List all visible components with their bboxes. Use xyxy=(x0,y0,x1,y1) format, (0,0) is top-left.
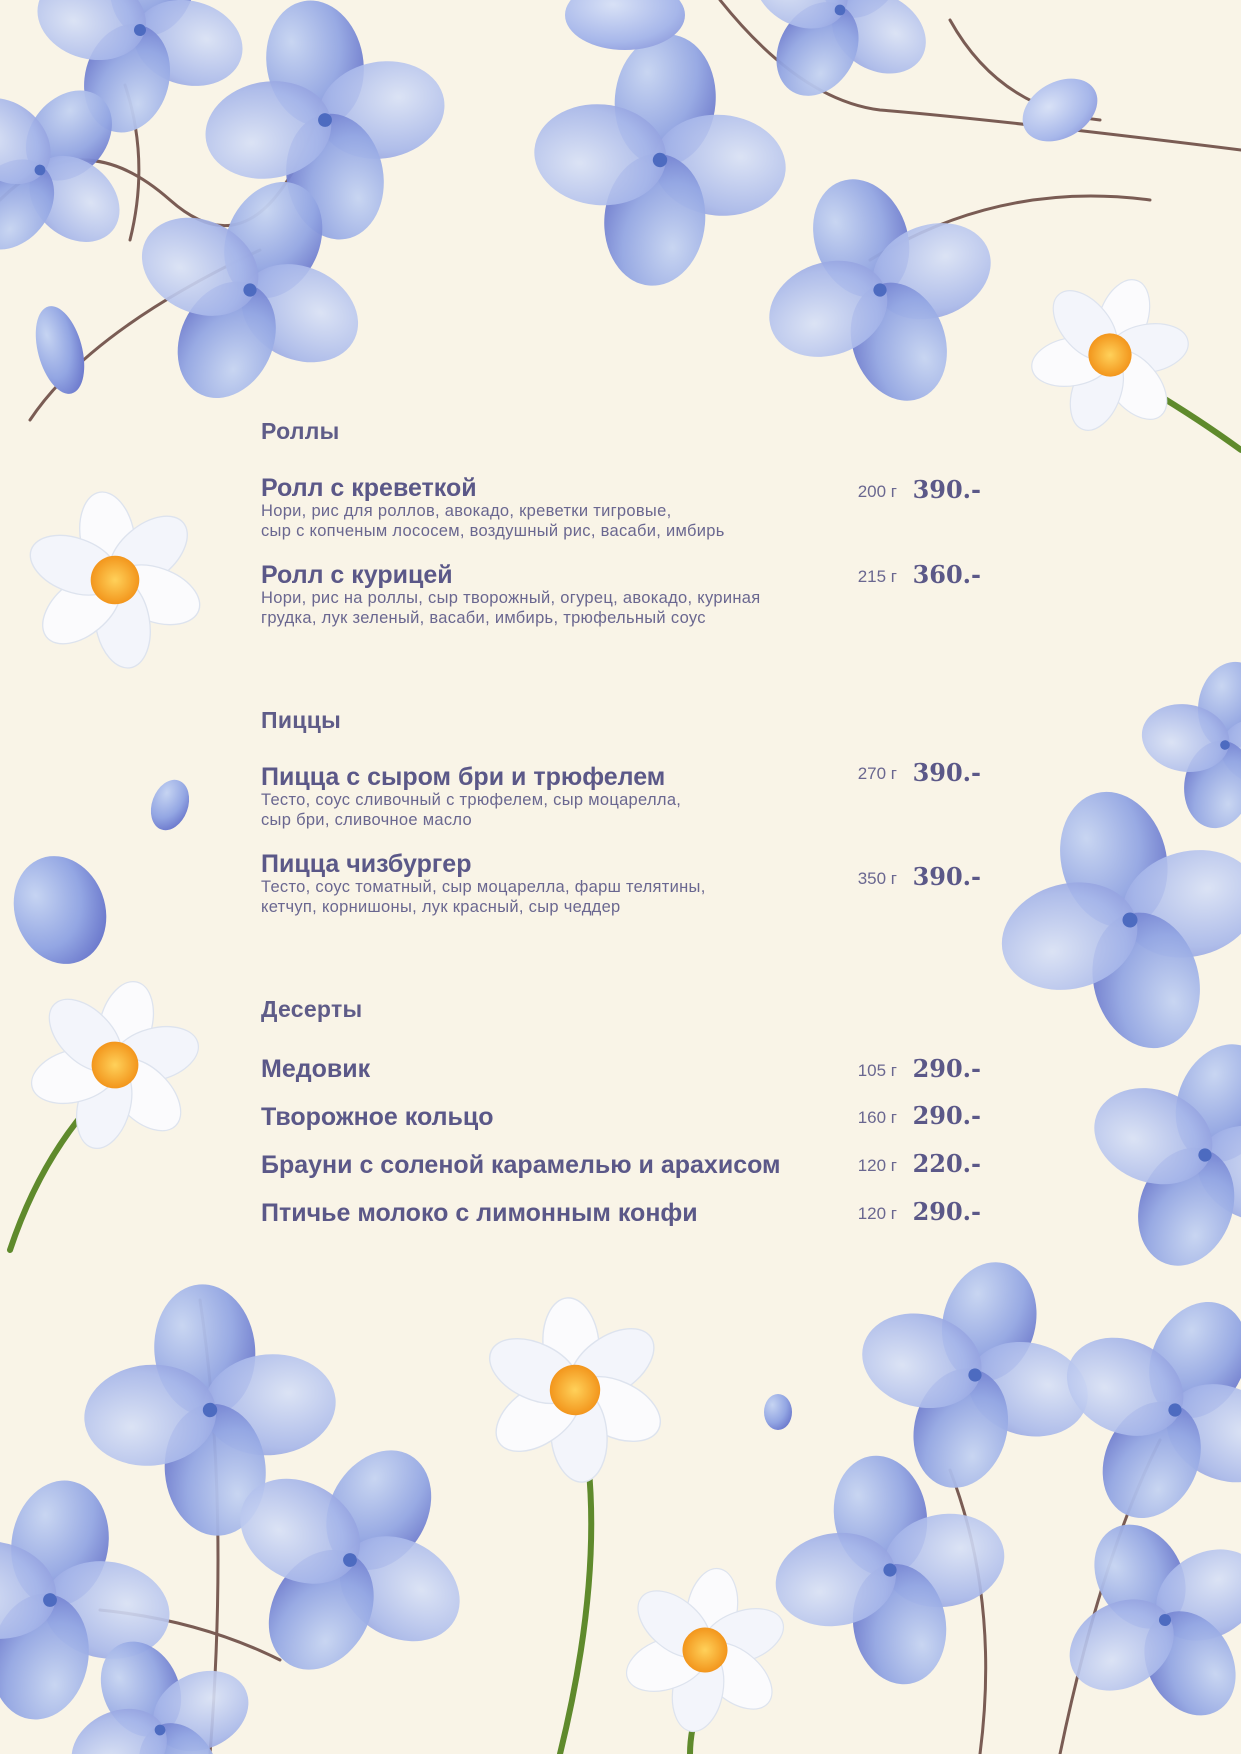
menu-item-birds-milk xyxy=(261,1197,981,1227)
item-name: Пицца чизбургер xyxy=(261,850,472,878)
item-weight: 105 г xyxy=(857,1061,897,1080)
section-title-pizzas: Пиццы xyxy=(261,707,342,733)
item-price: 390.- xyxy=(912,475,981,504)
item-name: Птичье молоко с лимонным конфи xyxy=(261,1199,698,1227)
item-price: 390.- xyxy=(912,758,981,787)
item-name: Брауни с соленой карамелью и арахисом xyxy=(261,1151,781,1179)
item-price: 290.- xyxy=(912,1101,981,1130)
item-description: Тесто, соус сливочный с трюфелем, сыр моцарелла, сыр бри, сливочное масло xyxy=(261,791,682,829)
item-weight: 160 г xyxy=(857,1108,897,1127)
item-weight: 200 г xyxy=(857,482,897,501)
menu-item-chicken-roll xyxy=(261,562,981,628)
item-price: 290.- xyxy=(912,1197,981,1226)
menu-item-brownie xyxy=(261,1149,981,1179)
item-name: Ролл с курицей xyxy=(261,561,453,589)
item-name: Медовик xyxy=(261,1055,371,1083)
menu-item-cheeseburger-pizza xyxy=(261,851,981,917)
item-price: 390.- xyxy=(912,862,981,891)
item-weight: 120 г xyxy=(857,1204,897,1223)
item-description: Нори, рис на роллы, сыр творожный, огурец, авокадо, куриная грудка, лук зеленый, васаби, имбирь, трюфельный соус xyxy=(261,589,761,627)
menu-item-curd-ring xyxy=(261,1101,981,1131)
item-description: Тесто, соус томатный, сыр моцарелла, фарш телятины, кетчуп, корнишоны, лук красный, сыр чеддер xyxy=(261,878,706,916)
item-price: 220.- xyxy=(912,1149,981,1178)
item-name: Пицца с сыром бри и трюфелем xyxy=(261,763,666,791)
item-weight: 270 г xyxy=(857,764,897,783)
menu-item-brie-truffle-pizza xyxy=(261,758,981,830)
item-price: 290.- xyxy=(912,1054,981,1083)
item-price: 360.- xyxy=(912,560,981,589)
item-weight: 120 г xyxy=(857,1156,897,1175)
menu-item-medovik xyxy=(261,1056,981,1082)
item-name: Ролл с креветкой xyxy=(261,474,477,502)
section-title-desserts: Десерты xyxy=(261,996,363,1022)
item-name: Творожное кольцо xyxy=(261,1103,494,1131)
section-title-rolls: Роллы xyxy=(261,418,340,444)
item-weight: 215 г xyxy=(857,567,897,586)
item-description: Нори, рис для роллов, авокадо, креветки тигровые, сыр с копченым лососем, воздушный рис, васаби, имбирь xyxy=(261,502,725,540)
item-weight: 350 г xyxy=(857,869,897,888)
menu-item-shrimp-roll xyxy=(261,475,981,541)
